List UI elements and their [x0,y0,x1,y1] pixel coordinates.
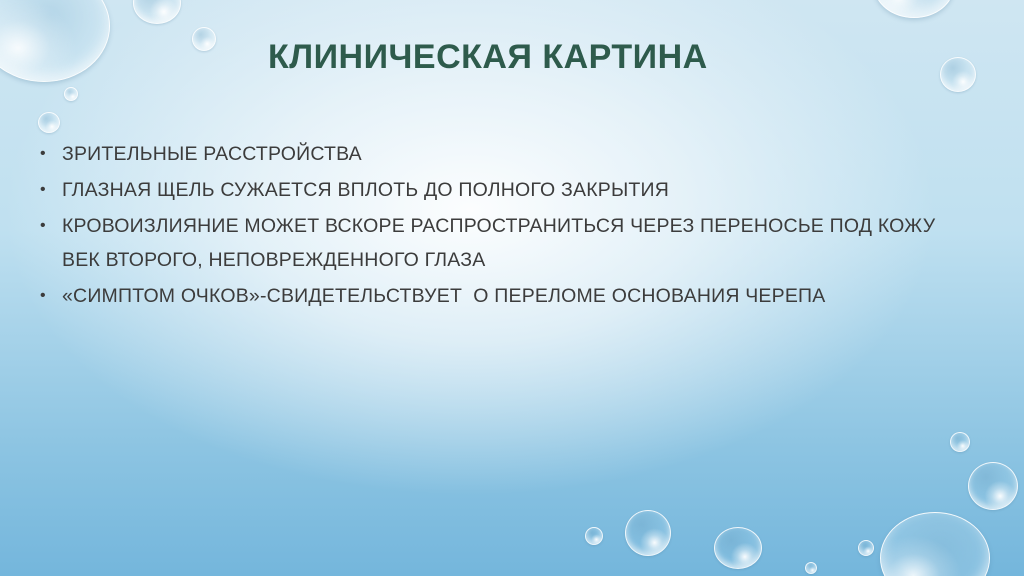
bullet-item [40,173,970,207]
slide-title: КЛИНИЧЕСКАЯ КАРТИНА [268,38,708,76]
bullet-item [40,279,970,313]
water-droplet-decoration [192,27,216,51]
water-droplet-decoration [805,562,817,574]
water-droplet-decoration [133,0,181,24]
bullet-dot-icon: • [40,217,46,234]
bullet-list [40,137,970,315]
bullet-dot-icon: • [40,145,46,162]
water-droplet-decoration [968,462,1018,510]
water-droplet-decoration [38,112,60,133]
water-droplet-decoration [625,510,671,556]
water-droplet-decoration [64,87,78,101]
water-droplet-decoration [950,432,970,452]
bullet-item [40,137,970,171]
bullet-text: «СИМПТОМ ОЧКОВ»-СВИДЕТЕЛЬСТВУЕТ О ПЕРЕЛОМЕ ОСНОВАНИЯ ЧЕРЕПА [62,285,826,307]
water-droplet-decoration [858,540,874,556]
water-droplet-decoration [940,57,976,92]
water-droplet-decoration [874,0,954,18]
bullet-text: ГЛАЗНАЯ ЩЕЛЬ СУЖАЕТСЯ ВПЛОТЬ ДО ПОЛНОГО ЗАКРЫТИЯ [62,179,670,201]
bullet-dot-icon: • [40,287,46,304]
water-droplet-decoration [880,512,990,576]
water-droplet-decoration [714,527,762,569]
bullet-text: КРОВОИЗЛИЯНИЕ МОЖЕТ ВСКОРЕ РАСПРОСТРАНИТЬСЯ ЧЕРЕЗ ПЕРЕНОСЬЕ ПОД КОЖУ ВЕК ВТОРОГО, НЕПОВРЕЖДЕННОГО ГЛАЗА [62,215,941,271]
bullet-item [40,209,970,277]
water-droplet-decoration [585,527,603,545]
bullet-dot-icon: • [40,181,46,198]
water-droplet-decoration [0,0,110,82]
bullet-text: ЗРИТЕЛЬНЫЕ РАССТРОЙСТВА [62,143,362,165]
